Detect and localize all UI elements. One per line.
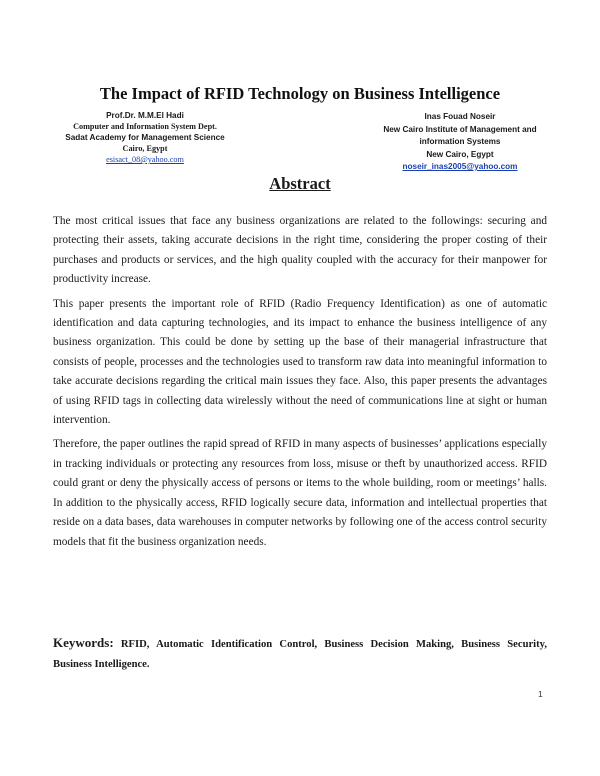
keywords-label: Keywords: <box>53 635 114 650</box>
author-block-left <box>20 110 270 165</box>
author-email-link[interactable]: noseir_inas2005@yahoo.com <box>402 162 518 171</box>
author-institution-cont: information Systems <box>419 137 501 146</box>
abstract-body <box>53 212 547 557</box>
author-location: Cairo, Egypt <box>122 144 168 153</box>
author-institution: Sadat Academy for Management Science <box>65 133 225 142</box>
author-department: Computer and Information System Dept. <box>73 122 217 131</box>
abstract-paragraph: The most critical issues that face any business organizations are related to the followings: securing and protecting their assets, taking accurate decisions in the right time, considering the proper costing of their purchases and products or services, and the high quality coupled with the accuracy for their manpower for productivity increase. <box>53 215 547 286</box>
author-institution: New Cairo Institute of Management and <box>383 124 537 134</box>
paper-title: The Impact of RFID Technology on Business Intelligence <box>99 84 501 103</box>
keywords-text: RFID, Automatic Identification Control, Business Decision Making, Business Security, Business Intelligence. <box>53 639 547 670</box>
author-block-right <box>335 111 585 174</box>
abstract-heading: Abstract <box>269 174 331 193</box>
abstract-paragraph: This paper presents the important role of RFID (Radio Frequency Identification) as one of automatic identification and data capturing technologies, and its impact to enhance the business intelligence of any business organization. This could be done by setting up the base of their managerial infrastructure that consists of people, processes and the technologies used to transform raw data into meaningful information to take accurate decisions regarding the critical main issues they face. Also, this paper presents the advantages of using RFID tags in collecting data wirelessly without the need of communications line at sight or human intervention. <box>53 297 547 427</box>
abstract-paragraph: Therefore, the paper outlines the rapid spread of RFID in many aspects of businesses’ applications especially in tracking individuals or protecting any resources from loss, misuse or theft by unauthorized access. RFID could grant or deny the physically access of persons or items to the whole building, room or meetings’ halls. In addition to the physically access, RFID logically secure data, information and intellectual properties that reside on a data bases, data warehouses in computer networks by following one of the access control security models that fit the business organization needs. <box>53 438 547 548</box>
author-name: Prof.Dr. M.M.El Hadi <box>106 111 184 120</box>
author-name: Inas Fouad Noseir <box>424 112 496 121</box>
page-number: 1 <box>538 689 543 699</box>
keywords-section <box>53 633 547 675</box>
author-location: New Cairo, Egypt <box>426 149 494 159</box>
author-email-link[interactable]: esisact_08@yahoo.com <box>106 155 184 164</box>
